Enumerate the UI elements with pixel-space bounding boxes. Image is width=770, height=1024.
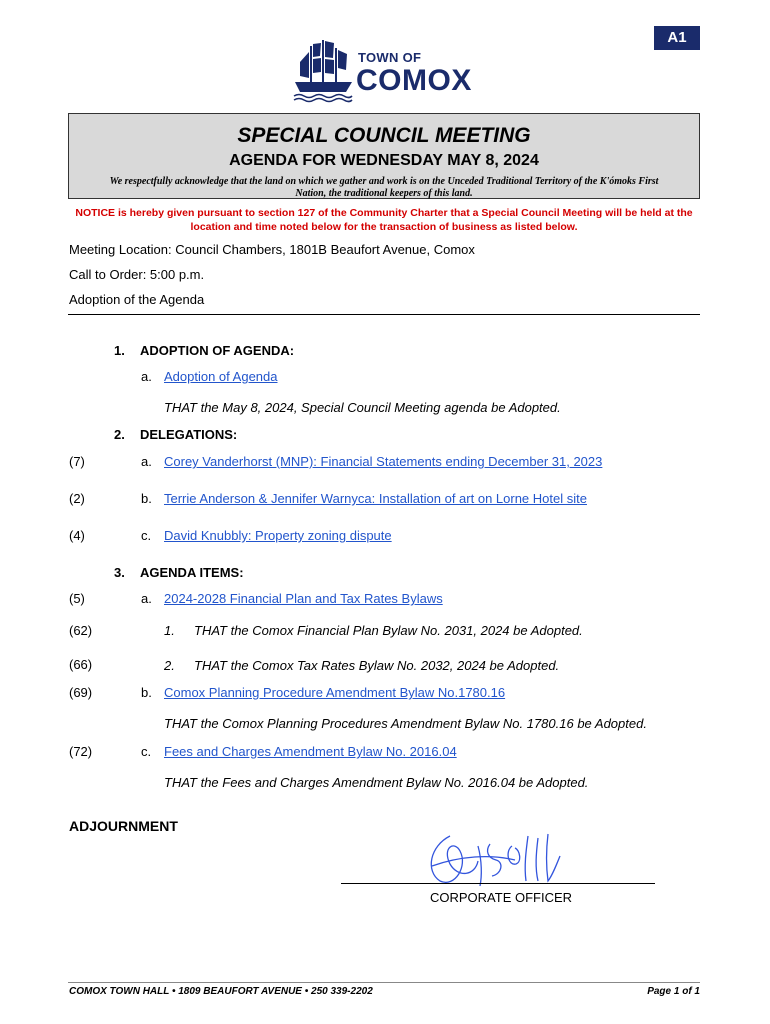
- sub-number: 2.: [164, 658, 175, 673]
- item-letter: a.: [141, 369, 152, 384]
- notice-text: NOTICE is hereby given pursuant to section 127 of the Community Charter that a Special Council Meeting will be held at the location and time noted below for the transaction of business as listed below.: [75, 207, 693, 233]
- agenda-date: AGENDA FOR WEDNESDAY MAY 8, 2024: [229, 152, 539, 169]
- page-badge: A1: [654, 26, 700, 50]
- item-link[interactable]: David Knubbly: Property zoning dispute: [164, 528, 392, 543]
- signature-label: CORPORATE OFFICER: [430, 890, 573, 905]
- town-logo: [292, 38, 492, 104]
- agenda-item: [141, 685, 505, 700]
- item-letter: b.: [141, 685, 152, 700]
- page-reference: (4): [69, 528, 85, 543]
- adoption-of-agenda: Adoption of the Agenda: [69, 292, 205, 307]
- logo-comox: COMOX: [356, 64, 472, 97]
- page-reference: (62): [69, 623, 93, 638]
- item-letter: c.: [141, 528, 152, 543]
- signature: [420, 826, 570, 896]
- footer-divider: [68, 982, 700, 983]
- sub-text: THAT the Comox Financial Plan Bylaw No. 2031, 2024 be Adopted.: [194, 623, 583, 638]
- resolution-text: THAT the Comox Planning Procedures Amendment Bylaw No. 1780.16 be Adopted.: [164, 716, 647, 731]
- resolution-text: THAT the Fees and Charges Amendment Bylaw No. 2016.04 be Adopted.: [164, 775, 589, 790]
- logo-town-of: TOWN OF: [358, 50, 422, 65]
- page-reference: (72): [69, 744, 93, 759]
- item-letter: a.: [141, 591, 152, 606]
- page-reference: (5): [69, 591, 85, 606]
- section-number: 1.: [114, 343, 125, 358]
- sub-resolution: [164, 658, 559, 673]
- sub-number: 1.: [164, 623, 175, 638]
- ship-icon: [292, 38, 354, 104]
- call-to-order: Call to Order: 5:00 p.m.: [69, 267, 205, 282]
- agenda-item: [141, 744, 457, 759]
- item-link[interactable]: Terrie Anderson & Jennifer Warnyca: Installation of art on Lorne Hotel site: [164, 491, 587, 506]
- item-link[interactable]: Corey Vanderhorst (MNP): Financial Statements ending December 31, 2023: [164, 454, 603, 469]
- section-number: 3.: [114, 565, 125, 580]
- meeting-title: SPECIAL COUNCIL MEETING: [237, 124, 531, 147]
- section-title: ADOPTION OF AGENDA:: [140, 343, 295, 358]
- sub-resolution: [164, 623, 583, 638]
- section-heading: [114, 343, 294, 358]
- adjournment-heading: ADJOURNMENT: [69, 818, 178, 834]
- section-number: 2.: [114, 427, 125, 442]
- resolution-text: THAT the May 8, 2024, Special Council Meeting agenda be Adopted.: [164, 400, 561, 415]
- meeting-location: Meeting Location: Council Chambers, 1801B Beaufort Avenue, Comox: [69, 242, 475, 257]
- agenda-item: [141, 454, 602, 469]
- section-heading: [114, 565, 244, 580]
- footer-address: COMOX TOWN HALL • 1809 BEAUFORT AVENUE • 250 339-2202: [69, 986, 373, 997]
- page-reference: (69): [69, 685, 93, 700]
- agenda-item: [141, 528, 392, 543]
- agenda-item: [141, 591, 443, 606]
- item-letter: b.: [141, 491, 152, 506]
- page-number: Page 1 of 1: [647, 986, 700, 997]
- item-link[interactable]: 2024-2028 Financial Plan and Tax Rates Bylaws: [164, 591, 443, 606]
- section-heading: [114, 427, 237, 442]
- item-link[interactable]: Adoption of Agenda: [164, 369, 278, 384]
- land-acknowledgement: We respectfully acknowledge that the land on which we gather and work is on the Unceded Traditional Territory of the K'ómoks First Nation, the traditional keepers of this land.: [109, 176, 659, 199]
- divider: [68, 314, 700, 315]
- page-reference: (66): [69, 657, 93, 672]
- item-letter: a.: [141, 454, 152, 469]
- page-reference: (2): [69, 491, 85, 506]
- signature-line: [341, 883, 655, 884]
- item-letter: c.: [141, 744, 152, 759]
- title-box: [68, 113, 700, 199]
- sub-text: THAT the Comox Tax Rates Bylaw No. 2032, 2024 be Adopted.: [194, 658, 560, 673]
- section-title: AGENDA ITEMS:: [140, 565, 244, 580]
- page-reference: (7): [69, 454, 85, 469]
- agenda-item: [141, 491, 587, 506]
- section-title: DELEGATIONS:: [140, 427, 238, 442]
- agenda-item: [141, 369, 278, 384]
- item-link[interactable]: Fees and Charges Amendment Bylaw No. 2016.04: [164, 744, 457, 759]
- item-link[interactable]: Comox Planning Procedure Amendment Bylaw No.1780.16: [164, 685, 506, 700]
